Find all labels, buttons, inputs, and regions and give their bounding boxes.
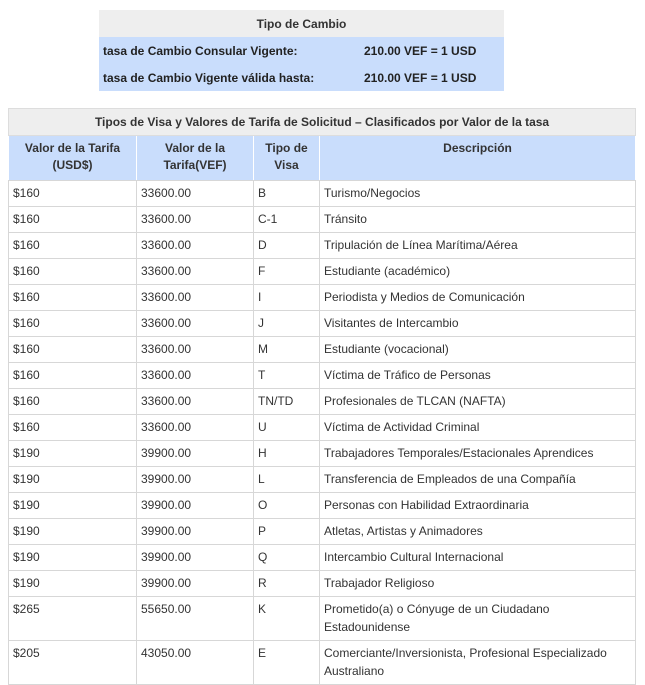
visa-table-body [9, 181, 636, 685]
vef-fee-cell: 33600.00 [137, 389, 254, 415]
description-cell: Estudiante (académico) [320, 259, 636, 285]
header-visa-type: Tipo de Visa [254, 136, 320, 181]
table-row [9, 207, 636, 233]
table-row [9, 337, 636, 363]
visa-type-cell: D [254, 233, 320, 259]
visa-type-cell: K [254, 597, 320, 641]
visa-type-cell: F [254, 259, 320, 285]
usd-fee-cell: $190 [9, 493, 137, 519]
visa-table-header-row [9, 136, 636, 181]
exchange-rate-row [99, 64, 504, 91]
table-row [9, 233, 636, 259]
table-row [9, 519, 636, 545]
description-cell: Víctima de Tráfico de Personas [320, 363, 636, 389]
usd-fee-cell: $160 [9, 389, 137, 415]
visa-type-cell: O [254, 493, 320, 519]
usd-fee-cell: $160 [9, 233, 137, 259]
description-cell: Tripulación de Línea Marítima/Aérea [320, 233, 636, 259]
consular-rate-label: tasa de Cambio Consular Vigente: [99, 37, 360, 64]
visa-type-cell: E [254, 641, 320, 685]
usd-fee-cell: $190 [9, 467, 137, 493]
description-cell: Atletas, Artistas y Animadores [320, 519, 636, 545]
visa-type-cell: U [254, 415, 320, 441]
consular-rate-value: 210.00 VEF = 1 USD [360, 37, 504, 64]
visa-type-cell: B [254, 181, 320, 207]
valid-until-value: 210.00 VEF = 1 USD [360, 64, 504, 91]
usd-fee-cell: $160 [9, 311, 137, 337]
vef-fee-cell: 39900.00 [137, 571, 254, 597]
visa-type-cell: I [254, 285, 320, 311]
visa-type-cell: H [254, 441, 320, 467]
table-row [9, 285, 636, 311]
usd-fee-cell: $160 [9, 337, 137, 363]
table-row [9, 545, 636, 571]
visa-type-cell: J [254, 311, 320, 337]
description-cell: Trabajador Religioso [320, 571, 636, 597]
vef-fee-cell: 39900.00 [137, 467, 254, 493]
visa-fee-table [8, 108, 636, 685]
vef-fee-cell: 39900.00 [137, 441, 254, 467]
table-row [9, 597, 636, 641]
description-cell: Comerciante/Inversionista, Profesional Especializado Australiano [320, 641, 636, 685]
description-cell: Visitantes de Intercambio [320, 311, 636, 337]
usd-fee-cell: $160 [9, 207, 137, 233]
table-row [9, 571, 636, 597]
description-cell: Transferencia de Empleados de una Compañía [320, 467, 636, 493]
usd-fee-cell: $160 [9, 415, 137, 441]
vef-fee-cell: 33600.00 [137, 233, 254, 259]
visa-type-cell: L [254, 467, 320, 493]
visa-type-cell: Q [254, 545, 320, 571]
description-cell: Periodista y Medios de Comunicación [320, 285, 636, 311]
description-cell: Víctima de Actividad Criminal [320, 415, 636, 441]
vef-fee-cell: 33600.00 [137, 207, 254, 233]
vef-fee-cell: 33600.00 [137, 415, 254, 441]
table-row [9, 389, 636, 415]
description-cell: Profesionales de TLCAN (NAFTA) [320, 389, 636, 415]
header-usd-fee: Valor de la Tarifa (USD$) [9, 136, 137, 181]
vef-fee-cell: 33600.00 [137, 363, 254, 389]
vef-fee-cell: 39900.00 [137, 519, 254, 545]
usd-fee-cell: $190 [9, 571, 137, 597]
valid-until-label: tasa de Cambio Vigente válida hasta: [99, 64, 360, 91]
usd-fee-cell: $190 [9, 441, 137, 467]
exchange-rate-title: Tipo de Cambio [99, 10, 504, 37]
table-row [9, 259, 636, 285]
table-row [9, 641, 636, 685]
vef-fee-cell: 33600.00 [137, 285, 254, 311]
description-cell: Personas con Habilidad Extraordinaria [320, 493, 636, 519]
usd-fee-cell: $160 [9, 363, 137, 389]
table-row [9, 415, 636, 441]
usd-fee-cell: $265 [9, 597, 137, 641]
table-row [9, 467, 636, 493]
visa-type-cell: T [254, 363, 320, 389]
visa-type-cell: P [254, 519, 320, 545]
visa-type-cell: R [254, 571, 320, 597]
visa-fee-table-container [8, 108, 635, 685]
usd-fee-cell: $160 [9, 181, 137, 207]
vef-fee-cell: 33600.00 [137, 337, 254, 363]
usd-fee-cell: $160 [9, 259, 137, 285]
table-row [9, 311, 636, 337]
vef-fee-cell: 39900.00 [137, 545, 254, 571]
description-cell: Estudiante (vocacional) [320, 337, 636, 363]
usd-fee-cell: $160 [9, 285, 137, 311]
description-cell: Tránsito [320, 207, 636, 233]
header-vef-fee: Valor de la Tarifa(VEF) [137, 136, 254, 181]
vef-fee-cell: 43050.00 [137, 641, 254, 685]
vef-fee-cell: 33600.00 [137, 311, 254, 337]
usd-fee-cell: $190 [9, 545, 137, 571]
table-row [9, 363, 636, 389]
table-row [9, 441, 636, 467]
vef-fee-cell: 39900.00 [137, 493, 254, 519]
visa-type-cell: C-1 [254, 207, 320, 233]
usd-fee-cell: $205 [9, 641, 137, 685]
description-cell: Intercambio Cultural Internacional [320, 545, 636, 571]
visa-table-caption: Tipos de Visa y Valores de Tarifa de Solicitud – Clasificados por Valor de la tasa [9, 109, 636, 136]
table-row [9, 493, 636, 519]
vef-fee-cell: 55650.00 [137, 597, 254, 641]
description-cell: Turismo/Negocios [320, 181, 636, 207]
vef-fee-cell: 33600.00 [137, 181, 254, 207]
exchange-rate-box [99, 10, 504, 91]
table-row [9, 181, 636, 207]
header-description: Descripción [320, 136, 636, 181]
vef-fee-cell: 33600.00 [137, 259, 254, 285]
description-cell: Trabajadores Temporales/Estacionales Aprendices [320, 441, 636, 467]
description-cell: Prometido(a) o Cónyuge de un Ciudadano Estadounidense [320, 597, 636, 641]
visa-type-cell: M [254, 337, 320, 363]
usd-fee-cell: $190 [9, 519, 137, 545]
exchange-rate-row [99, 37, 504, 64]
visa-type-cell: TN/TD [254, 389, 320, 415]
